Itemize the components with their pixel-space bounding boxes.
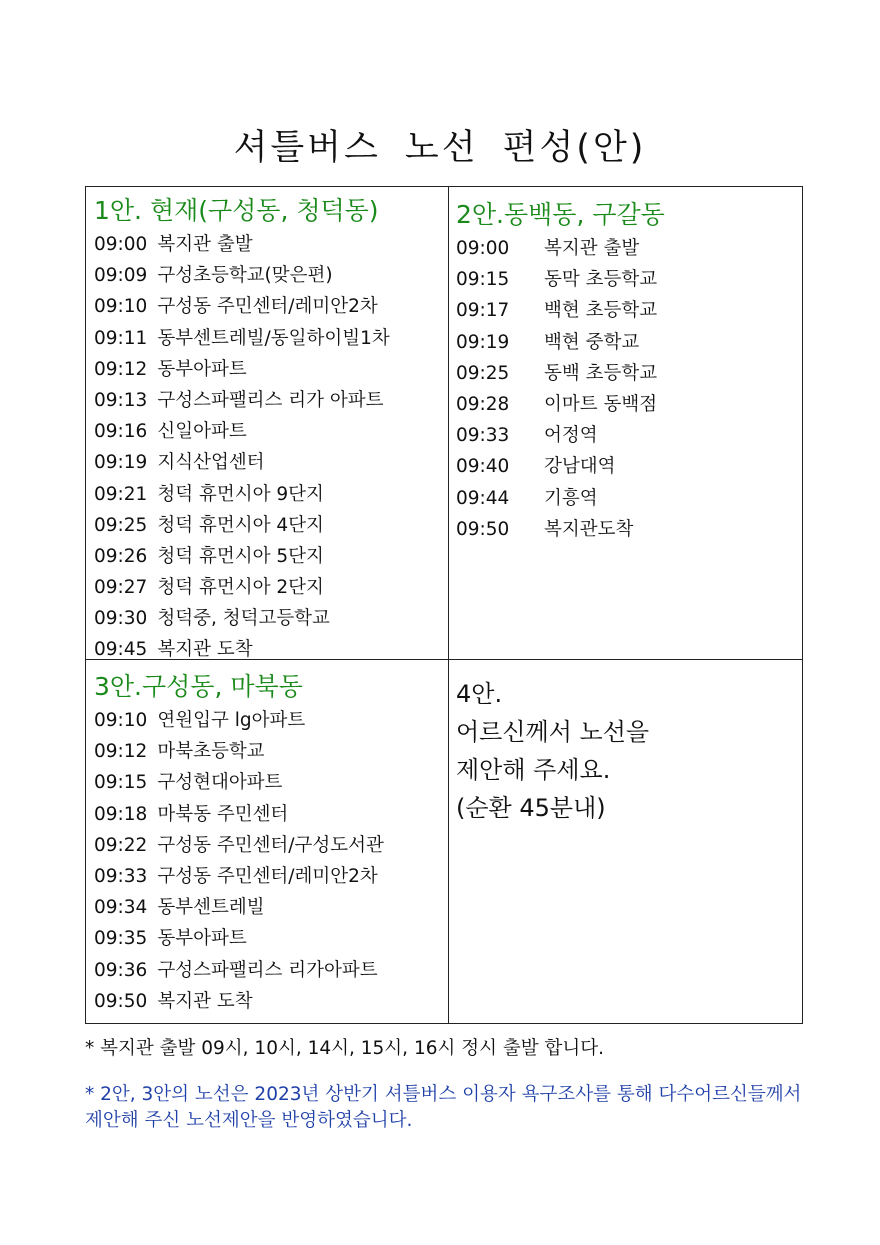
stop-place: 동막 초등학교: [544, 269, 658, 291]
stop-time: 09:36: [94, 959, 148, 981]
stop-time: 09:09: [94, 265, 148, 287]
stop-time: 09:15: [94, 772, 148, 794]
stop-place: 복지관 출발: [157, 234, 253, 255]
stop-place: 복지관도착: [544, 518, 634, 540]
stop-time: 09:15: [456, 269, 510, 291]
stop-time: 09:00: [94, 234, 148, 255]
stop-time: 09:00: [456, 238, 510, 259]
stop-place: 구성동 주민센터/구성도서관: [157, 834, 384, 856]
stop-place: 구성초등학교(맞은편): [157, 265, 333, 287]
list-item: [94, 323, 444, 354]
list-item: [94, 603, 444, 634]
list-item: [94, 416, 444, 447]
list-item: [456, 233, 801, 264]
stop-place: 동부센트레빌/동일하이빌1차: [157, 327, 390, 349]
list-item: [456, 420, 801, 451]
departure-note: * 복지관 출발 09시, 10시, 14시, 15시, 16시 정시 출발 합니다.: [85, 1038, 604, 1059]
stop-place: 동부센트레빌: [157, 897, 265, 919]
table-divider-vertical: [448, 187, 449, 1023]
list-item: [94, 291, 444, 322]
list-item: [456, 295, 801, 326]
list-item: [94, 447, 444, 478]
stop-time: 09:40: [456, 456, 510, 478]
stop-time: 09:25: [456, 362, 510, 384]
stop-place: 이마트 동백점: [544, 393, 658, 415]
stop-time: 09:16: [94, 421, 148, 443]
stop-place: 백현 중학교: [544, 331, 640, 353]
stop-time: 09:45: [94, 639, 148, 661]
route-heading: 1안. 현재(구성동, 청덕동): [94, 196, 379, 225]
stop-time: 09:19: [94, 452, 148, 474]
proposal-cell: [456, 677, 801, 827]
stop-time: 09:12: [94, 358, 148, 380]
list-item: [456, 514, 801, 545]
stop-place: 동부아파트: [157, 928, 247, 950]
stop-place: 동부아파트: [157, 358, 247, 380]
list-item: [94, 510, 444, 541]
proposal-heading: 4안.: [456, 680, 503, 708]
stop-place: 동백 초등학교: [544, 362, 658, 384]
list-item: [456, 327, 801, 358]
proposal-line: (순환 45분내): [456, 794, 606, 822]
survey-note: * 2안, 3안의 노선은 2023년 상반기 셔틀버스 이용자 욕구조사를 통해 다수어르신들께서 제안해 주신 노선제안을 반영하였습니다.: [85, 1084, 802, 1131]
page-title: 셔틀버스 노선 편성(안): [233, 128, 647, 168]
stop-place: 구성스파팰리스 리가아파트: [157, 959, 378, 981]
list-item: [94, 767, 444, 798]
list-item: [456, 358, 801, 389]
stop-place: 복지관 도착: [157, 990, 253, 1012]
stop-time: 09:22: [94, 834, 148, 856]
stop-place: 마북동 주민센터: [157, 803, 289, 825]
list-item: [94, 955, 444, 986]
stop-place: 지식산업센터: [157, 452, 265, 474]
route-heading: 2안.동백동, 구갈동: [456, 200, 665, 229]
stop-time: 09:44: [456, 487, 510, 509]
stop-time: 09:17: [456, 300, 510, 322]
stop-place: 청덕 휴먼시아 2단지: [157, 577, 324, 599]
stop-time: 09:34: [94, 897, 148, 919]
list-item: [94, 479, 444, 510]
route-cell-2: [456, 195, 801, 545]
stop-place: 청덕 휴먼시아 9단지: [157, 483, 324, 505]
list-item: [94, 541, 444, 572]
stop-time: 09:28: [456, 393, 510, 415]
list-item: [94, 736, 444, 767]
stop-time: 09:50: [456, 518, 510, 540]
stop-time: 09:33: [456, 425, 510, 447]
stop-time: 09:21: [94, 483, 148, 505]
list-item: [94, 260, 444, 291]
stop-place: 복지관 도착: [157, 639, 253, 661]
stop-place: 청덕 휴먼시아 4단지: [157, 514, 324, 536]
stop-time: 09:18: [94, 803, 148, 825]
list-item: [94, 923, 444, 954]
list-item: [456, 264, 801, 295]
stop-place: 마북초등학교: [157, 741, 265, 763]
list-item: [456, 451, 801, 482]
list-item: [94, 892, 444, 923]
route-cell-1: [94, 191, 444, 666]
stop-time: 09:25: [94, 514, 148, 536]
stop-place: 청덕 휴먼시아 5단지: [157, 545, 324, 567]
stop-place: 구성동 주민센터/레미안2차: [157, 865, 378, 887]
stop-time: 09:13: [94, 389, 148, 411]
list-item: [94, 986, 444, 1017]
list-item: [94, 385, 444, 416]
stop-place: 복지관 출발: [544, 238, 640, 259]
stop-time: 09:12: [94, 741, 148, 763]
list-item: [94, 830, 444, 861]
proposal-line: 어르신께서 노선을: [456, 718, 650, 746]
stop-place: 강남대역: [544, 456, 616, 478]
route-table: [85, 186, 803, 1024]
list-item: [94, 354, 444, 385]
stop-place: 신일아파트: [157, 421, 247, 443]
route-cell-3: [94, 667, 444, 1017]
list-item: [94, 705, 444, 736]
stop-time: 09:11: [94, 327, 148, 349]
stop-place: 구성동 주민센터/레미안2차: [157, 296, 378, 318]
list-item: [94, 634, 444, 665]
stop-place: 구성현대아파트: [157, 772, 283, 794]
stop-list: [94, 229, 444, 666]
stop-time: 09:30: [94, 608, 148, 630]
list-item: [94, 229, 444, 260]
route-heading: 3안.구성동, 마북동: [94, 672, 303, 701]
stop-time: 09:50: [94, 990, 148, 1012]
stop-place: 어정역: [544, 425, 598, 447]
list-item: [94, 799, 444, 830]
stop-list: [94, 705, 444, 1017]
stop-place: 기흥역: [544, 487, 598, 509]
stop-place: 청덕중, 청덕고등학교: [157, 608, 330, 630]
list-item: [456, 483, 801, 514]
stop-list: [456, 233, 801, 545]
stop-time: 09:27: [94, 577, 148, 599]
stop-time: 09:10: [94, 296, 148, 318]
list-item: [94, 861, 444, 892]
list-item: [456, 389, 801, 420]
stop-place: 연원입구 lg아파트: [157, 710, 306, 731]
list-item: [94, 572, 444, 603]
stop-time: 09:26: [94, 545, 148, 567]
stop-time: 09:19: [456, 331, 510, 353]
proposal-line: 제안해 주세요.: [456, 756, 611, 784]
stop-time: 09:35: [94, 928, 148, 950]
stop-place: 백현 초등학교: [544, 300, 658, 322]
stop-time: 09:33: [94, 865, 148, 887]
stop-place: 구성스파팰리스 리가 아파트: [157, 389, 384, 411]
stop-time: 09:10: [94, 710, 148, 731]
